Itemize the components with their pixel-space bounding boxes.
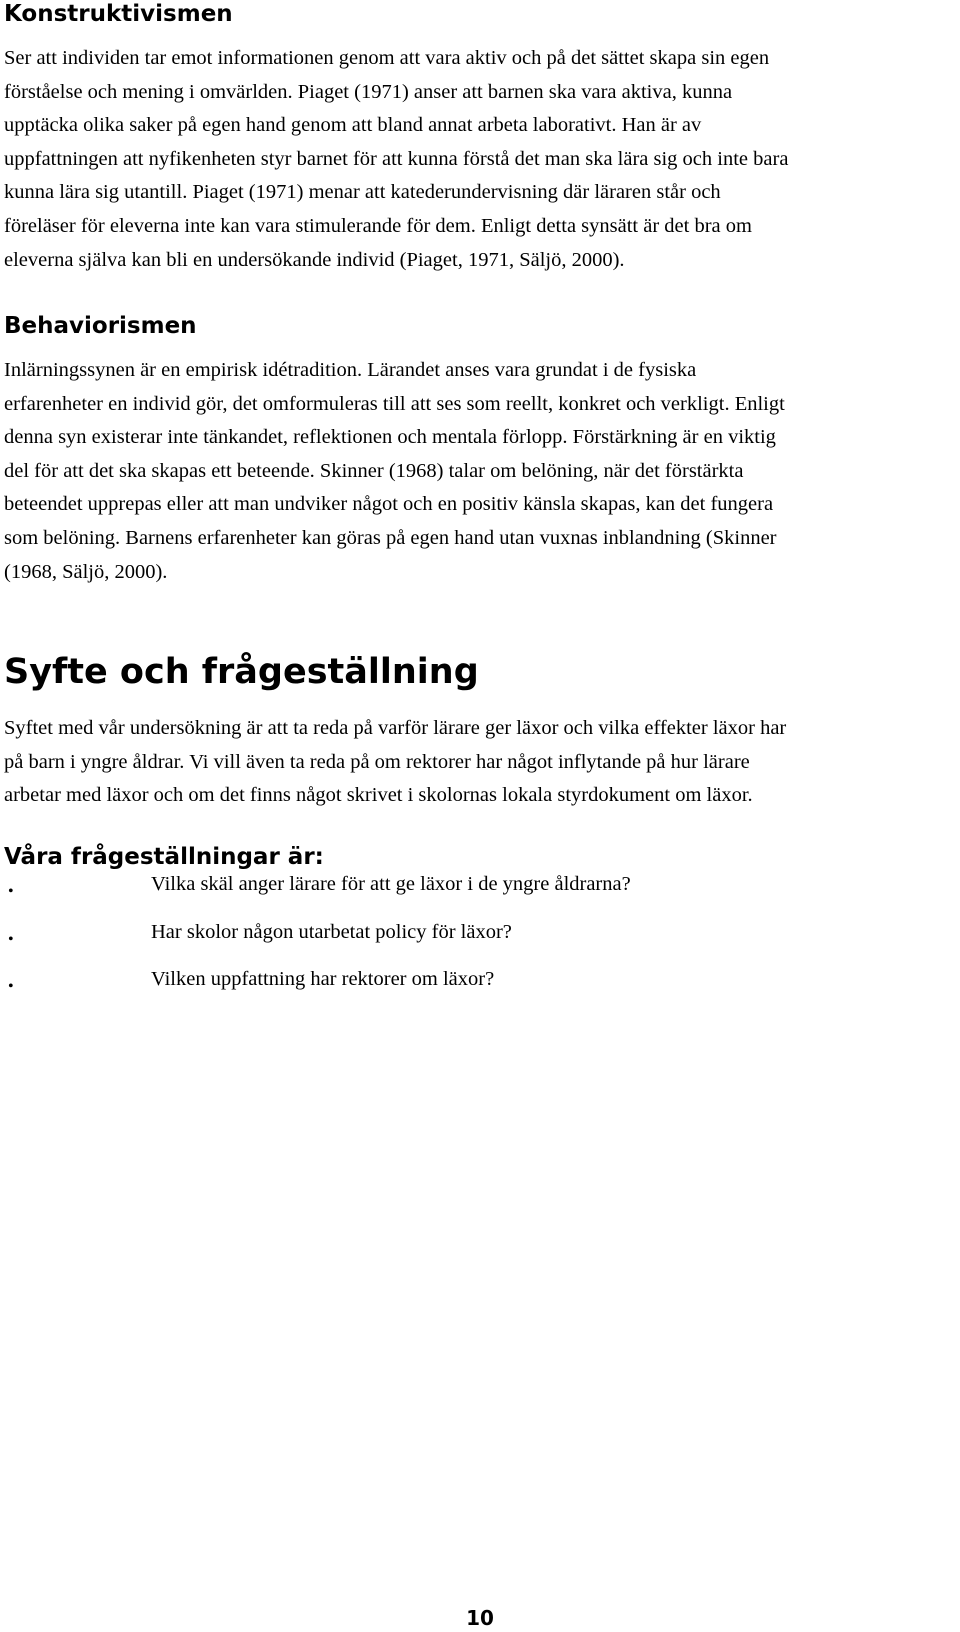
list-item-text: Har skolor någon utarbetat policy för läxor? (151, 920, 512, 943)
list-item-text: Vilka skäl anger lärare för att ge läxor i de yngre åldrarna? (151, 873, 631, 895)
text-line: beteendet upprepas eller att man undviker något och en positiv känsla skapas, kan det fungera (4, 493, 774, 516)
text-line: del för att det ska skapas ett beteende. Skinner (1968) talar om belöning, när det förstärkta (4, 459, 744, 482)
list-item-text: Vilken uppfattning har rektorer om läxor? (151, 968, 495, 990)
text-line: Syftet med vår undersökning är att ta reda på varför lärare ger läxor och vilka effekter läxor har (4, 717, 787, 739)
paragraph-behaviorismen (4, 354, 956, 589)
text-line: Ser att individen tar emot informationen genom att vara aktiv och på det sättet skapa sin egen (4, 47, 770, 69)
paragraph-syfte (4, 712, 956, 813)
list-item (0, 968, 960, 1028)
text-line: föreläser för eleverna inte kan vara stimulerande för dem. Enligt detta synsätt är det bra om (4, 214, 752, 237)
page-number: 10 (466, 1606, 494, 1630)
bullet-icon: • (8, 883, 14, 900)
text-line: arbetar med läxor och om det finns något skrivet i skolornas lokala styrdokument om läxor. (4, 784, 753, 807)
text-line: denna syn existerar inte tänkandet, reflektionen och mentala förlopp. Förstärkning är en viktig (4, 426, 776, 449)
heading-behaviorismen: Behaviorismen (4, 313, 197, 339)
bullet-icon: • (8, 978, 14, 995)
text-line: förståelse och mening i omvärlden. Piaget (1971) anser att barnen ska vara aktiva, kunna (4, 80, 733, 103)
text-line: kunna lära sig utantill. Piaget (1971) menar att katederundervisning där läraren står och (4, 181, 721, 204)
text-line: erfarenheter en individ gör, det omformuleras till att ses som reellt, konkret och verkligt. Enligt (4, 392, 785, 415)
text-line: uppfattningen att nyfikenheten styr barnet för att kunna förstå det man ska lära sig och inte bara (4, 147, 789, 170)
text-line: (1968, Säljö, 2000). (4, 560, 168, 583)
heading-syfte-och-fragestallning: Syfte och frågeställning (4, 652, 479, 692)
text-line: på barn i yngre åldrar. Vi vill även ta reda på om rektorer har något inflytande på hur lärare (4, 750, 750, 773)
text-line: som belöning. Barnens erfarenheter kan göras på egen hand utan vuxnas inblandning (Skinner (4, 526, 777, 549)
heading-fragestallningar: Våra frågeställningar är: (4, 844, 324, 870)
heading-konstruktivismen: Konstruktivismen (4, 1, 233, 27)
text-line: eleverna själva kan bli en undersökande individ (Piaget, 1971, Säljö, 2000). (4, 248, 625, 271)
text-line: Inlärningssynen är en empirisk idétradition. Lärandet anses vara grundat i de fysiska (4, 359, 697, 381)
bullet-icon: • (8, 930, 14, 948)
question-list (0, 873, 960, 1028)
paragraph-konstruktivismen (4, 42, 956, 277)
text-line: upptäcka olika saker på egen hand genom att bland annat arbeta laborativt. Han är av (4, 114, 702, 137)
